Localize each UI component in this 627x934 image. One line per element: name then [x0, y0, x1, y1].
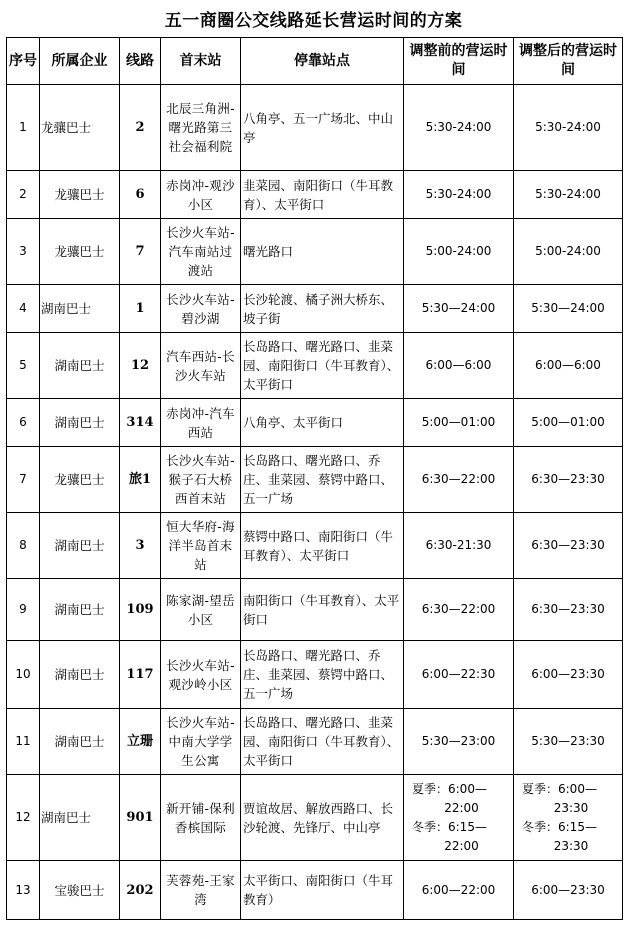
row-line: 3	[120, 513, 161, 579]
row-stops: 长岛路口、曙光路口、韭菜园、南阳街口（牛耳教育）、太平街口	[241, 709, 404, 775]
row-terminal: 长沙火车站-汽车南站过渡站	[161, 219, 241, 285]
row-company: 湖南巴士	[40, 399, 120, 447]
row-stops: 曙光路口	[241, 219, 404, 285]
row-stops: 南阳街口（牛耳教育）、太平街口	[241, 579, 404, 641]
row-time-after: 5:00-24:00	[514, 219, 623, 285]
time-line: 23:30	[553, 800, 589, 815]
row-terminal: 长沙火车站-碧沙湖	[161, 285, 241, 333]
row-terminal: 长沙火车站-观沙岭小区	[161, 641, 241, 709]
table-row	[7, 85, 623, 171]
row-company: 龙骧巴士	[40, 85, 120, 171]
row-time-after	[514, 775, 623, 861]
row-stops: 长岛路口、曙光路口、乔庄、韭菜园、蔡锷中路口、五一广场	[241, 447, 404, 513]
row-terminal: 赤岗冲-汽车西站	[161, 399, 241, 447]
header-stops: 停靠站点	[241, 38, 404, 85]
row-company: 龙骧巴士	[40, 447, 120, 513]
row-index: 4	[7, 285, 40, 333]
row-terminal: 芙蓉苑-王家湾	[161, 861, 241, 920]
row-terminal: 长沙火车站-中南大学学生公寓	[161, 709, 241, 775]
schedule-table	[6, 37, 623, 920]
row-time-before: 5:30-24:00	[404, 171, 514, 219]
row-stops: 八角亭、太平街口	[241, 399, 404, 447]
row-terminal: 赤岗冲-观沙小区	[161, 171, 241, 219]
row-stops: 太平街口、南阳街口（牛耳教育）	[241, 861, 404, 920]
row-time-after: 5:30-24:00	[514, 171, 623, 219]
row-time-after: 5:30-24:00	[514, 85, 623, 171]
row-time-before: 6:00—22:30	[404, 641, 514, 709]
row-line: 1	[120, 285, 161, 333]
row-time-before: 6:00—6:00	[404, 333, 514, 399]
row-time-before: 6:30—22:00	[404, 579, 514, 641]
row-stops: 韭菜园、南阳街口（牛耳教育）、太平街口	[241, 171, 404, 219]
row-index: 9	[7, 579, 40, 641]
row-company: 湖南巴士	[40, 513, 120, 579]
row-line: 202	[120, 861, 161, 920]
header-before: 调整前的营运时间	[404, 38, 514, 85]
row-company: 湖南巴士	[40, 709, 120, 775]
row-terminal: 陈家湖-望岳小区	[161, 579, 241, 641]
row-time-after: 6:30—23:30	[514, 579, 623, 641]
row-time-after: 5:30—23:30	[514, 709, 623, 775]
row-company: 湖南巴士	[40, 579, 120, 641]
table-row	[7, 579, 623, 641]
row-time-before: 6:30-21:30	[404, 513, 514, 579]
header-row	[7, 38, 623, 85]
row-time-before: 6:00—22:00	[404, 861, 514, 920]
table-row	[7, 447, 623, 513]
row-line: 314	[120, 399, 161, 447]
row-index: 3	[7, 219, 40, 285]
row-time-before: 5:00-24:00	[404, 219, 514, 285]
row-time-before: 5:30-24:00	[404, 85, 514, 171]
row-stops: 蔡锷中路口、南阳街口（牛耳教育）、太平街口	[241, 513, 404, 579]
row-line: 109	[120, 579, 161, 641]
time-line: 夏季：6:00—	[522, 781, 597, 796]
row-stops: 长岛路口、曙光路口、韭菜园、南阳街口（牛耳教育）、太平街口	[241, 333, 404, 399]
row-line: 立珊	[120, 709, 161, 775]
row-index: 8	[7, 513, 40, 579]
time-line: 23:30	[553, 838, 589, 853]
time-line: 冬季：6:15—	[412, 819, 487, 834]
row-line: 6	[120, 171, 161, 219]
row-time-before: 5:30—23:00	[404, 709, 514, 775]
time-line: 夏季：6:00—	[412, 781, 487, 796]
table-row	[7, 709, 623, 775]
table-row	[7, 775, 623, 861]
row-line: 2	[120, 85, 161, 171]
row-company: 湖南巴士	[40, 775, 120, 861]
header-company: 所属企业	[40, 38, 120, 85]
table-row	[7, 513, 623, 579]
row-company: 龙骧巴士	[40, 171, 120, 219]
table-row	[7, 219, 623, 285]
header-idx: 序号	[7, 38, 40, 85]
table-row	[7, 861, 623, 920]
time-line: 22:00	[444, 838, 479, 853]
header-after: 调整后的营运时间	[514, 38, 623, 85]
row-time-after: 5:30—24:00	[514, 285, 623, 333]
row-time-before: 6:30—22:00	[404, 447, 514, 513]
row-time-before: 5:30—24:00	[404, 285, 514, 333]
table-row	[7, 285, 623, 333]
row-line: 旅1	[120, 447, 161, 513]
row-line: 117	[120, 641, 161, 709]
row-company: 湖南巴士	[40, 285, 120, 333]
time-line: 22:00	[444, 800, 479, 815]
header-line: 线路	[120, 38, 161, 85]
row-time-after: 6:00—23:30	[514, 861, 623, 920]
row-time-after: 6:30—23:30	[514, 513, 623, 579]
page-title: 五一商圈公交线路延长营运时间的方案	[164, 11, 463, 31]
row-index: 11	[7, 709, 40, 775]
row-stops: 长沙轮渡、橘子洲大桥东、坡子街	[241, 285, 404, 333]
row-terminal: 恒大华府-海洋半岛首末站	[161, 513, 241, 579]
row-time-after: 6:30—23:30	[514, 447, 623, 513]
row-time-after: 6:00—6:00	[514, 333, 623, 399]
row-terminal: 北辰三角洲-曙光路第三社会福利院	[161, 85, 241, 171]
row-company: 湖南巴士	[40, 333, 120, 399]
row-time-after: 6:00—23:30	[514, 641, 623, 709]
row-line: 901	[120, 775, 161, 861]
row-stops: 八角亭、五一广场北、中山亭	[241, 85, 404, 171]
row-time-after: 5:00—01:00	[514, 399, 623, 447]
row-terminal: 新开铺-保利香槟国际	[161, 775, 241, 861]
table-row	[7, 399, 623, 447]
time-line: 冬季：6:15—	[522, 819, 597, 834]
row-time-before: 5:00—01:00	[404, 399, 514, 447]
row-company: 龙骧巴士	[40, 219, 120, 285]
row-index: 12	[7, 775, 40, 861]
row-time-before	[404, 775, 514, 861]
row-stops: 贾谊故居、解放西路口、长沙轮渡、先锋厅、中山亭	[241, 775, 404, 861]
row-terminal: 长沙火车站-猴子石大桥西首末站	[161, 447, 241, 513]
row-company: 湖南巴士	[40, 641, 120, 709]
row-index: 5	[7, 333, 40, 399]
row-terminal: 汽车西站-长沙火车站	[161, 333, 241, 399]
row-index: 13	[7, 861, 40, 920]
row-line: 12	[120, 333, 161, 399]
row-stops: 长岛路口、曙光路口、乔庄、韭菜园、蔡锷中路口、五一广场	[241, 641, 404, 709]
row-company: 宝骏巴士	[40, 861, 120, 920]
row-line: 7	[120, 219, 161, 285]
row-index: 10	[7, 641, 40, 709]
row-index: 2	[7, 171, 40, 219]
table-row	[7, 171, 623, 219]
row-index: 1	[7, 85, 40, 171]
table-row	[7, 641, 623, 709]
header-terminal: 首末站	[161, 38, 241, 85]
row-index: 6	[7, 399, 40, 447]
table-row	[7, 333, 623, 399]
row-index: 7	[7, 447, 40, 513]
